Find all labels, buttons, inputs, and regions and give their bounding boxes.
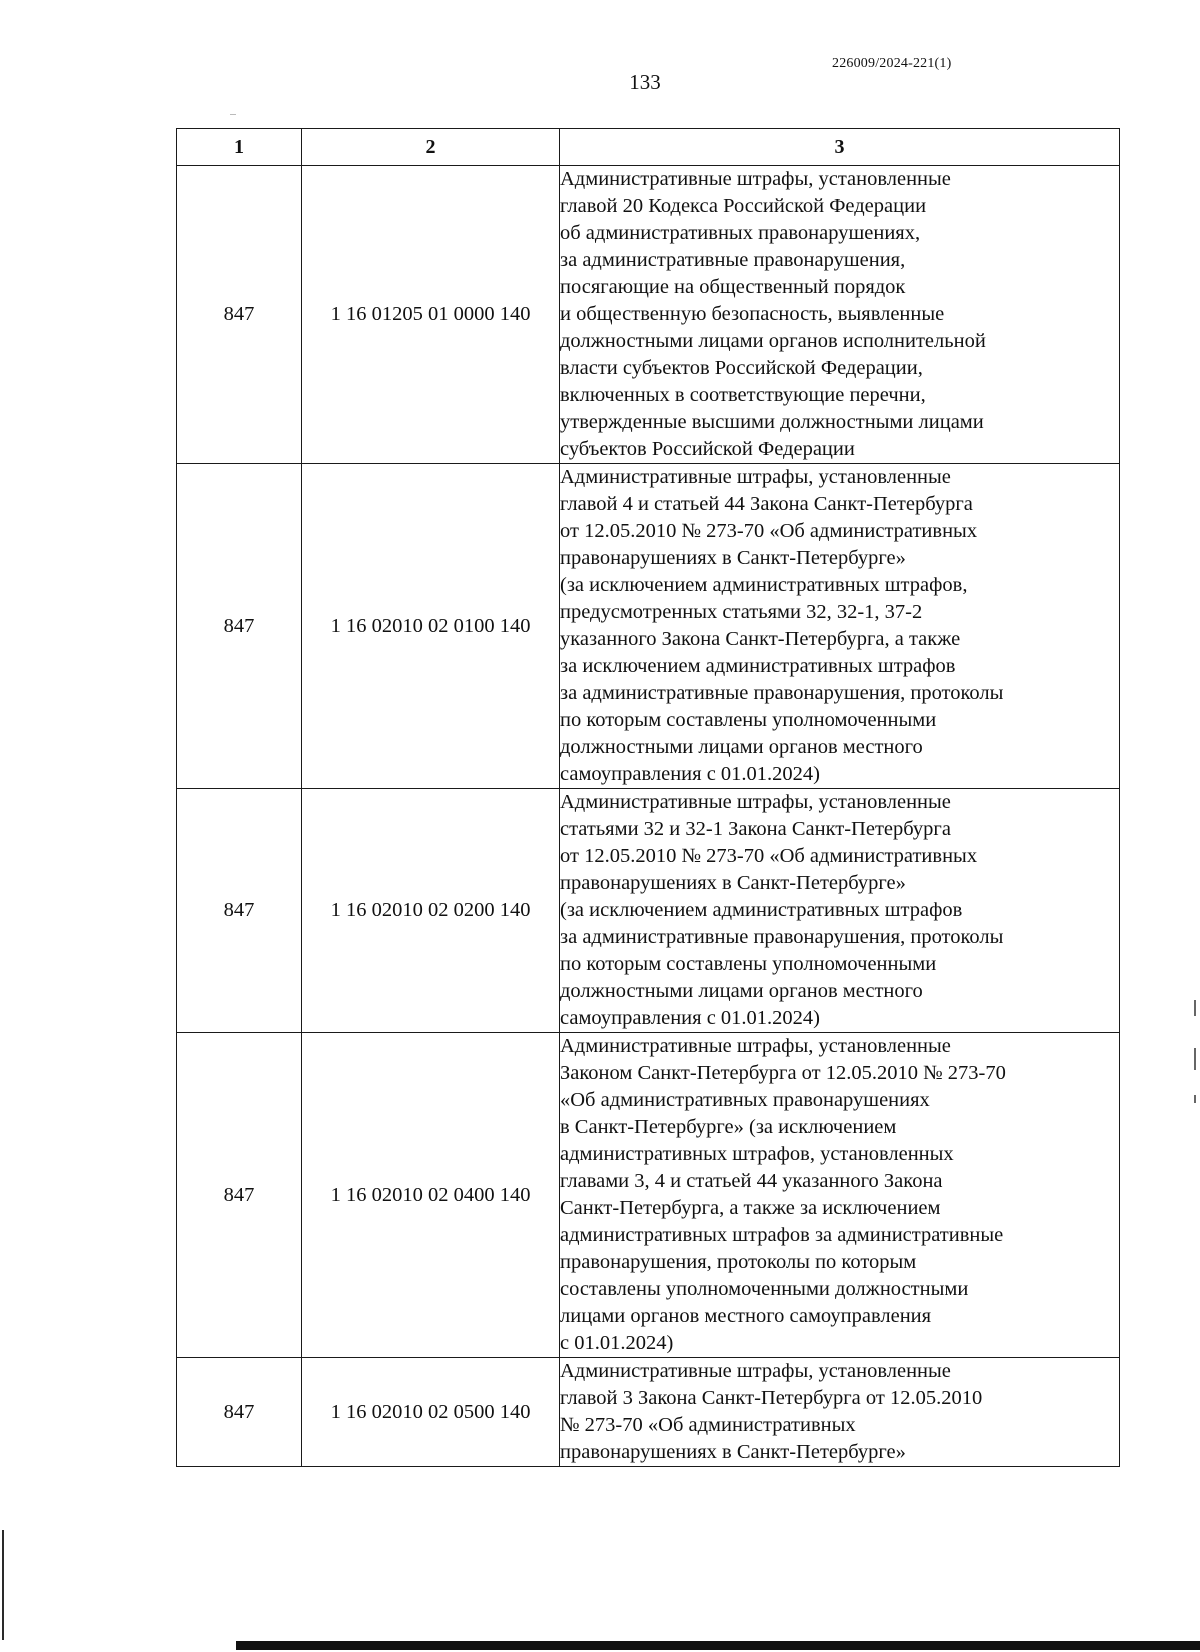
revenue-name-line: от 12.05.2010 № 273-70 «Об административных: [560, 845, 978, 867]
revenue-name-line: главами 3, 4 и статьей 44 указанного Закона: [560, 1170, 943, 1192]
budget-classification-code-cell: 1 16 01205 01 0000 140: [302, 166, 560, 464]
revenue-name-cell: [560, 1358, 1120, 1467]
revenue-name-line: Административные штрафы, установленные: [560, 1360, 951, 1382]
revenue-name-line: с 01.01.2024): [560, 1332, 674, 1354]
revenue-name-line: от 12.05.2010 № 273-70 «Об административных: [560, 520, 978, 542]
budget-classification-code-cell: 1 16 02010 02 0200 140: [302, 789, 560, 1033]
scan-mark-right: [1194, 1095, 1196, 1103]
admin-code-cell: 847: [177, 1358, 302, 1467]
revenue-name-line: Законом Санкт-Петербурга от 12.05.2010 № 273-70: [560, 1062, 1006, 1084]
revenue-name-line: в Санкт-Петербурге» (за исключением: [560, 1116, 897, 1138]
table-header-row: [177, 129, 1120, 166]
revenue-name-line: самоуправления с 01.01.2024): [560, 763, 820, 785]
revenue-name-line: указанного Закона Санкт-Петербурга, а также: [560, 628, 961, 650]
table-row: [177, 166, 1120, 464]
revenue-name-line: статьями 32 и 32-1 Закона Санкт-Петербурга: [560, 818, 951, 840]
table-body: [177, 166, 1120, 1467]
table-row: [177, 464, 1120, 789]
revenue-name-line: предусмотренных статьями 32, 32-1, 37-2: [560, 601, 923, 623]
page-number: 133: [629, 70, 661, 94]
revenue-name-line: Санкт-Петербурга, а также за исключением: [560, 1197, 941, 1219]
budget-classification-code-cell: 1 16 02010 02 0500 140: [302, 1358, 560, 1467]
column-header-2: 2: [302, 129, 560, 166]
scan-edge-bottom: [236, 1641, 1200, 1650]
admin-code-cell: 847: [177, 166, 302, 464]
revenue-name-line: власти субъектов Российской Федерации,: [560, 357, 923, 379]
revenue-name-line: Административные штрафы, установленные: [560, 791, 951, 813]
revenue-name-line: Административные штрафы, установленные: [560, 168, 951, 190]
revenue-name-line: за административные правонарушения,: [560, 249, 906, 271]
revenue-name-cell: [560, 789, 1120, 1033]
revenue-name-cell: [560, 464, 1120, 789]
revenue-name-line: об административных правонарушениях,: [560, 222, 921, 244]
revenue-name-line: главой 4 и статьей 44 Закона Санкт-Петербурга: [560, 493, 973, 515]
scan-mark-right: [1194, 1048, 1196, 1070]
revenue-name-line: по которым составлены уполномоченными: [560, 953, 937, 975]
revenue-name-line: субъектов Российской Федерации: [560, 438, 855, 460]
revenue-name-line: и общественную безопасность, выявленные: [560, 303, 945, 325]
table-row: [177, 1033, 1120, 1358]
revenue-name-cell: [560, 166, 1120, 464]
revenue-name-line: включенных в соответствующие перечни,: [560, 384, 926, 406]
table-row: [177, 1358, 1120, 1467]
revenue-name-line: административных штрафов за административные: [560, 1224, 1004, 1246]
revenue-name-line: Административные штрафы, установленные: [560, 466, 951, 488]
revenue-name-line: правонарушения, протоколы по которым: [560, 1251, 917, 1273]
revenue-name-line: самоуправления с 01.01.2024): [560, 1007, 820, 1029]
revenue-name-line: за административные правонарушения, протоколы: [560, 682, 1004, 704]
revenue-name-line: (за исключением административных штрафов,: [560, 574, 968, 596]
budget-codes-table: [176, 128, 1120, 1467]
column-header-1: 1: [177, 129, 302, 166]
revenue-name-line: лицами органов местного самоуправления: [560, 1305, 932, 1327]
admin-code-cell: 847: [177, 1033, 302, 1358]
revenue-name-line: правонарушениях в Санкт-Петербурге»: [560, 1441, 906, 1463]
revenue-name-line: Административные штрафы, установленные: [560, 1035, 951, 1057]
revenue-name-line: правонарушениях в Санкт-Петербурге»: [560, 872, 906, 894]
admin-code-cell: 847: [177, 464, 302, 789]
revenue-name-line: (за исключением административных штрафов: [560, 899, 963, 921]
scan-mark: [230, 114, 236, 115]
revenue-name-line: главой 20 Кодекса Российской Федерации: [560, 195, 927, 217]
revenue-name-line: должностными лицами органов исполнительной: [560, 330, 986, 352]
revenue-name-line: должностными лицами органов местного: [560, 980, 923, 1002]
document-registration-code: 226009/2024-221(1): [832, 56, 952, 71]
revenue-name-line: посягающие на общественный порядок: [560, 276, 906, 298]
revenue-name-cell: [560, 1033, 1120, 1358]
revenue-name-line: по которым составлены уполномоченными: [560, 709, 937, 731]
revenue-name-line: утвержденные высшими должностными лицами: [560, 411, 984, 433]
revenue-name-line: административных штрафов, установленных: [560, 1143, 954, 1165]
admin-code-cell: 847: [177, 789, 302, 1033]
scan-mark-right: [1194, 1000, 1196, 1016]
budget-classification-code-cell: 1 16 02010 02 0100 140: [302, 464, 560, 789]
revenue-name-line: составлены уполномоченными должностными: [560, 1278, 969, 1300]
table-row: [177, 789, 1120, 1033]
revenue-name-line: главой 3 Закона Санкт-Петербурга от 12.05.2010: [560, 1387, 983, 1409]
budget-classification-code-cell: 1 16 02010 02 0400 140: [302, 1033, 560, 1358]
revenue-name-line: правонарушениях в Санкт-Петербурге»: [560, 547, 906, 569]
scan-edge-left: [2, 1530, 4, 1640]
revenue-name-line: за административные правонарушения, протоколы: [560, 926, 1004, 948]
revenue-name-line: должностными лицами органов местного: [560, 736, 923, 758]
revenue-name-line: «Об административных правонарушениях: [560, 1089, 930, 1111]
revenue-name-line: за исключением административных штрафов: [560, 655, 956, 677]
revenue-name-line: № 273-70 «Об административных: [560, 1414, 856, 1436]
column-header-3: 3: [560, 129, 1120, 166]
